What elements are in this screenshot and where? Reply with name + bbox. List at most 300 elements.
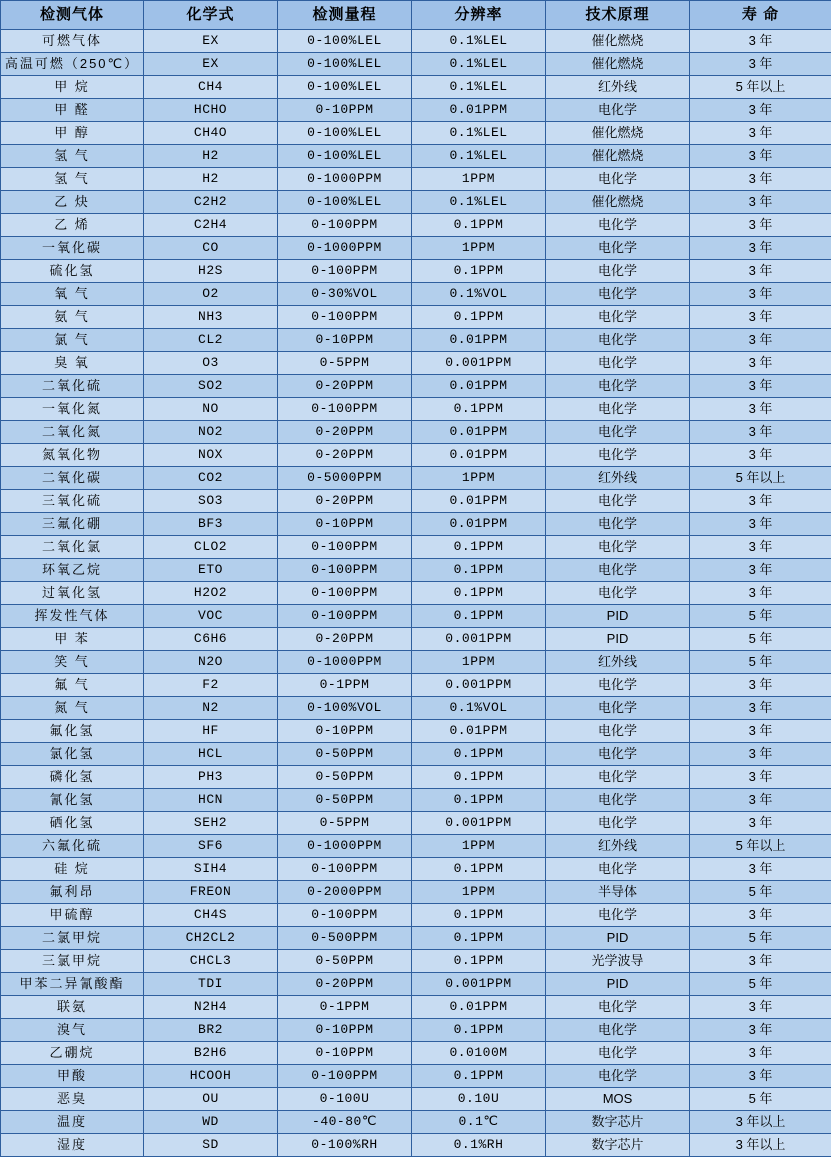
cell-lifetime: 3 年 bbox=[690, 398, 831, 421]
cell-lifetime: 3 年 bbox=[690, 674, 831, 697]
table-row bbox=[1, 1111, 831, 1134]
cell-formula: SD bbox=[144, 1134, 278, 1157]
column-header-gas: 检测气体 bbox=[1, 1, 144, 30]
cell-principle: 电化学 bbox=[546, 789, 690, 812]
cell-gas: 氮 气 bbox=[1, 697, 144, 720]
table-header bbox=[1, 1, 831, 30]
table-row bbox=[1, 398, 831, 421]
cell-principle: MOS bbox=[546, 1088, 690, 1111]
table-row bbox=[1, 122, 831, 145]
cell-lifetime: 3 年以上 bbox=[690, 1111, 831, 1134]
cell-principle: 红外线 bbox=[546, 467, 690, 490]
cell-principle: 电化学 bbox=[546, 582, 690, 605]
table-row bbox=[1, 904, 831, 927]
cell-principle: 电化学 bbox=[546, 237, 690, 260]
cell-gas: 乙 炔 bbox=[1, 191, 144, 214]
table-row bbox=[1, 1042, 831, 1065]
cell-resolution: 0.1PPM bbox=[412, 789, 546, 812]
cell-formula: OU bbox=[144, 1088, 278, 1111]
table-row bbox=[1, 743, 831, 766]
cell-gas: 一氧化碳 bbox=[1, 237, 144, 260]
cell-formula: HF bbox=[144, 720, 278, 743]
cell-lifetime: 3 年 bbox=[690, 237, 831, 260]
table-row bbox=[1, 973, 831, 996]
cell-lifetime: 5 年以上 bbox=[690, 76, 831, 99]
cell-formula: H2S bbox=[144, 260, 278, 283]
cell-resolution: 0.1%LEL bbox=[412, 53, 546, 76]
cell-range: 0-10PPM bbox=[278, 513, 412, 536]
cell-range: 0-100%LEL bbox=[278, 145, 412, 168]
cell-resolution: 0.001PPM bbox=[412, 674, 546, 697]
cell-formula: VOC bbox=[144, 605, 278, 628]
cell-resolution: 0.001PPM bbox=[412, 973, 546, 996]
cell-principle: 电化学 bbox=[546, 168, 690, 191]
cell-gas: 二氧化碳 bbox=[1, 467, 144, 490]
cell-formula: O2 bbox=[144, 283, 278, 306]
cell-lifetime: 5 年 bbox=[690, 1088, 831, 1111]
cell-range: 0-2000PPM bbox=[278, 881, 412, 904]
table-row bbox=[1, 421, 831, 444]
cell-gas: 联氨 bbox=[1, 996, 144, 1019]
table-row bbox=[1, 674, 831, 697]
cell-formula: TDI bbox=[144, 973, 278, 996]
cell-resolution: 0.1PPM bbox=[412, 904, 546, 927]
cell-lifetime: 3 年 bbox=[690, 1042, 831, 1065]
cell-range: 0-100PPM bbox=[278, 858, 412, 881]
cell-formula: WD bbox=[144, 1111, 278, 1134]
cell-formula: ETO bbox=[144, 559, 278, 582]
cell-formula: SF6 bbox=[144, 835, 278, 858]
cell-range: 0-1000PPM bbox=[278, 168, 412, 191]
cell-lifetime: 3 年 bbox=[690, 30, 831, 53]
cell-formula: CH4S bbox=[144, 904, 278, 927]
cell-formula: EX bbox=[144, 53, 278, 76]
cell-resolution: 0.1PPM bbox=[412, 766, 546, 789]
cell-principle: 电化学 bbox=[546, 513, 690, 536]
cell-range: 0-100%RH bbox=[278, 1134, 412, 1157]
cell-principle: 催化燃烧 bbox=[546, 145, 690, 168]
cell-resolution: 0.01PPM bbox=[412, 99, 546, 122]
column-header-lifetime: 寿 命 bbox=[690, 1, 831, 30]
cell-resolution: 0.1PPM bbox=[412, 536, 546, 559]
cell-lifetime: 3 年 bbox=[690, 53, 831, 76]
cell-principle: 电化学 bbox=[546, 536, 690, 559]
cell-lifetime: 3 年 bbox=[690, 766, 831, 789]
cell-gas: 氢 气 bbox=[1, 168, 144, 191]
cell-resolution: 0.001PPM bbox=[412, 628, 546, 651]
cell-resolution: 0.10U bbox=[412, 1088, 546, 1111]
cell-formula: CH2CL2 bbox=[144, 927, 278, 950]
table-row bbox=[1, 467, 831, 490]
cell-gas: 硒化氢 bbox=[1, 812, 144, 835]
cell-gas: 甲硫醇 bbox=[1, 904, 144, 927]
table-row bbox=[1, 1065, 831, 1088]
cell-formula: N2 bbox=[144, 697, 278, 720]
cell-principle: 电化学 bbox=[546, 99, 690, 122]
table-row bbox=[1, 858, 831, 881]
cell-resolution: 0.0100M bbox=[412, 1042, 546, 1065]
cell-resolution: 0.1PPM bbox=[412, 950, 546, 973]
cell-range: 0-1000PPM bbox=[278, 835, 412, 858]
cell-lifetime: 5 年以上 bbox=[690, 835, 831, 858]
cell-gas: 三氧化硫 bbox=[1, 490, 144, 513]
cell-range: 0-100%LEL bbox=[278, 53, 412, 76]
cell-formula: C2H4 bbox=[144, 214, 278, 237]
cell-formula: C2H2 bbox=[144, 191, 278, 214]
cell-resolution: 0.1%LEL bbox=[412, 145, 546, 168]
table-row bbox=[1, 628, 831, 651]
table-row bbox=[1, 1134, 831, 1157]
cell-lifetime: 3 年以上 bbox=[690, 1134, 831, 1157]
cell-principle: 半导体 bbox=[546, 881, 690, 904]
cell-formula: HCHO bbox=[144, 99, 278, 122]
cell-range: 0-100PPM bbox=[278, 306, 412, 329]
table-row bbox=[1, 835, 831, 858]
cell-gas: 二氧化硫 bbox=[1, 375, 144, 398]
cell-principle: 电化学 bbox=[546, 375, 690, 398]
table-row bbox=[1, 697, 831, 720]
cell-range: 0-20PPM bbox=[278, 421, 412, 444]
cell-principle: 红外线 bbox=[546, 76, 690, 99]
cell-resolution: 0.01PPM bbox=[412, 720, 546, 743]
cell-gas: 硫化氢 bbox=[1, 260, 144, 283]
table-row bbox=[1, 76, 831, 99]
cell-lifetime: 3 年 bbox=[690, 513, 831, 536]
cell-formula: FREON bbox=[144, 881, 278, 904]
cell-formula: SEH2 bbox=[144, 812, 278, 835]
cell-formula: HCOOH bbox=[144, 1065, 278, 1088]
cell-resolution: 1PPM bbox=[412, 237, 546, 260]
cell-principle: 电化学 bbox=[546, 720, 690, 743]
cell-resolution: 0.1PPM bbox=[412, 582, 546, 605]
cell-gas: 氮氧化物 bbox=[1, 444, 144, 467]
table-row bbox=[1, 582, 831, 605]
cell-formula: NO bbox=[144, 398, 278, 421]
cell-formula: HCL bbox=[144, 743, 278, 766]
table-row bbox=[1, 145, 831, 168]
cell-range: 0-5PPM bbox=[278, 812, 412, 835]
table-row bbox=[1, 30, 831, 53]
cell-lifetime: 3 年 bbox=[690, 421, 831, 444]
cell-gas: 磷化氢 bbox=[1, 766, 144, 789]
table-row bbox=[1, 260, 831, 283]
cell-formula: BR2 bbox=[144, 1019, 278, 1042]
table-row bbox=[1, 996, 831, 1019]
cell-principle: 电化学 bbox=[546, 352, 690, 375]
column-header-range: 检测量程 bbox=[278, 1, 412, 30]
cell-principle: 电化学 bbox=[546, 697, 690, 720]
cell-formula: NO2 bbox=[144, 421, 278, 444]
cell-resolution: 0.1%LEL bbox=[412, 30, 546, 53]
cell-formula: B2H6 bbox=[144, 1042, 278, 1065]
cell-range: 0-50PPM bbox=[278, 766, 412, 789]
cell-principle: 电化学 bbox=[546, 1019, 690, 1042]
cell-resolution: 0.1℃ bbox=[412, 1111, 546, 1134]
cell-formula: CL2 bbox=[144, 329, 278, 352]
cell-lifetime: 3 年 bbox=[690, 559, 831, 582]
cell-resolution: 0.1%LEL bbox=[412, 76, 546, 99]
cell-principle: 电化学 bbox=[546, 904, 690, 927]
cell-gas: 乙 烯 bbox=[1, 214, 144, 237]
cell-lifetime: 3 年 bbox=[690, 260, 831, 283]
cell-principle: 催化燃烧 bbox=[546, 30, 690, 53]
cell-gas: 乙硼烷 bbox=[1, 1042, 144, 1065]
cell-principle: 电化学 bbox=[546, 260, 690, 283]
table-row bbox=[1, 444, 831, 467]
cell-formula: O3 bbox=[144, 352, 278, 375]
cell-range: 0-10PPM bbox=[278, 1042, 412, 1065]
cell-principle: 数字芯片 bbox=[546, 1134, 690, 1157]
cell-gas: 挥发性气体 bbox=[1, 605, 144, 628]
cell-range: 0-100%VOL bbox=[278, 697, 412, 720]
cell-range: 0-30%VOL bbox=[278, 283, 412, 306]
cell-formula: F2 bbox=[144, 674, 278, 697]
cell-principle: 电化学 bbox=[546, 996, 690, 1019]
cell-range: 0-10PPM bbox=[278, 329, 412, 352]
cell-resolution: 0.1PPM bbox=[412, 927, 546, 950]
cell-gas: 湿度 bbox=[1, 1134, 144, 1157]
cell-lifetime: 3 年 bbox=[690, 697, 831, 720]
cell-principle: 电化学 bbox=[546, 490, 690, 513]
cell-principle: PID bbox=[546, 973, 690, 996]
cell-gas: 氰化氢 bbox=[1, 789, 144, 812]
cell-range: 0-20PPM bbox=[278, 375, 412, 398]
cell-lifetime: 3 年 bbox=[690, 950, 831, 973]
cell-lifetime: 3 年 bbox=[690, 743, 831, 766]
cell-principle: 电化学 bbox=[546, 674, 690, 697]
cell-principle: 电化学 bbox=[546, 421, 690, 444]
cell-lifetime: 3 年 bbox=[690, 720, 831, 743]
column-header-formula: 化学式 bbox=[144, 1, 278, 30]
cell-principle: 催化燃烧 bbox=[546, 191, 690, 214]
cell-range: 0-5PPM bbox=[278, 352, 412, 375]
cell-range: 0-100%LEL bbox=[278, 30, 412, 53]
cell-range: 0-100PPM bbox=[278, 605, 412, 628]
cell-principle: 红外线 bbox=[546, 651, 690, 674]
cell-resolution: 0.1PPM bbox=[412, 1065, 546, 1088]
cell-formula: CLO2 bbox=[144, 536, 278, 559]
cell-gas: 温度 bbox=[1, 1111, 144, 1134]
column-header-resolution: 分辨率 bbox=[412, 1, 546, 30]
cell-formula: CH4 bbox=[144, 76, 278, 99]
cell-lifetime: 3 年 bbox=[690, 283, 831, 306]
cell-lifetime: 5 年 bbox=[690, 973, 831, 996]
table-row bbox=[1, 283, 831, 306]
cell-resolution: 0.01PPM bbox=[412, 996, 546, 1019]
cell-formula: SIH4 bbox=[144, 858, 278, 881]
cell-lifetime: 3 年 bbox=[690, 858, 831, 881]
cell-formula: SO3 bbox=[144, 490, 278, 513]
cell-range: 0-50PPM bbox=[278, 789, 412, 812]
cell-resolution: 0.1%LEL bbox=[412, 122, 546, 145]
cell-principle: 电化学 bbox=[546, 214, 690, 237]
cell-gas: 二氧化氮 bbox=[1, 421, 144, 444]
cell-resolution: 0.1PPM bbox=[412, 306, 546, 329]
cell-formula: SO2 bbox=[144, 375, 278, 398]
cell-lifetime: 3 年 bbox=[690, 444, 831, 467]
cell-formula: CH4O bbox=[144, 122, 278, 145]
cell-formula: NOX bbox=[144, 444, 278, 467]
cell-gas: 可燃气体 bbox=[1, 30, 144, 53]
table-row bbox=[1, 927, 831, 950]
cell-range: -40-80℃ bbox=[278, 1111, 412, 1134]
cell-resolution: 0.01PPM bbox=[412, 513, 546, 536]
cell-gas: 甲 醛 bbox=[1, 99, 144, 122]
cell-lifetime: 3 年 bbox=[690, 812, 831, 835]
cell-principle: 电化学 bbox=[546, 858, 690, 881]
cell-formula: NH3 bbox=[144, 306, 278, 329]
cell-gas: 氢 气 bbox=[1, 145, 144, 168]
cell-lifetime: 3 年 bbox=[690, 329, 831, 352]
cell-formula: CHCL3 bbox=[144, 950, 278, 973]
cell-lifetime: 5 年以上 bbox=[690, 467, 831, 490]
cell-gas: 氯化氢 bbox=[1, 743, 144, 766]
cell-lifetime: 3 年 bbox=[690, 99, 831, 122]
cell-gas: 六氟化硫 bbox=[1, 835, 144, 858]
cell-principle: 电化学 bbox=[546, 306, 690, 329]
cell-formula: CO2 bbox=[144, 467, 278, 490]
table-row bbox=[1, 53, 831, 76]
cell-range: 0-1000PPM bbox=[278, 237, 412, 260]
cell-principle: 电化学 bbox=[546, 329, 690, 352]
cell-gas: 氯 气 bbox=[1, 329, 144, 352]
cell-resolution: 0.01PPM bbox=[412, 375, 546, 398]
cell-lifetime: 3 年 bbox=[690, 789, 831, 812]
cell-formula: H2 bbox=[144, 168, 278, 191]
cell-lifetime: 3 年 bbox=[690, 1065, 831, 1088]
table-row bbox=[1, 214, 831, 237]
cell-resolution: 0.01PPM bbox=[412, 421, 546, 444]
cell-range: 0-20PPM bbox=[278, 444, 412, 467]
cell-gas: 甲 醇 bbox=[1, 122, 144, 145]
cell-resolution: 0.1PPM bbox=[412, 260, 546, 283]
cell-principle: 电化学 bbox=[546, 766, 690, 789]
cell-gas: 过氧化氢 bbox=[1, 582, 144, 605]
cell-principle: 电化学 bbox=[546, 1042, 690, 1065]
cell-principle: 电化学 bbox=[546, 283, 690, 306]
cell-principle: 催化燃烧 bbox=[546, 53, 690, 76]
cell-principle: PID bbox=[546, 628, 690, 651]
cell-resolution: 0.01PPM bbox=[412, 490, 546, 513]
table-row bbox=[1, 1019, 831, 1042]
table-row bbox=[1, 352, 831, 375]
table-row bbox=[1, 789, 831, 812]
cell-formula: N2H4 bbox=[144, 996, 278, 1019]
table-row bbox=[1, 881, 831, 904]
cell-formula: N2O bbox=[144, 651, 278, 674]
cell-range: 0-1000PPM bbox=[278, 651, 412, 674]
cell-range: 0-50PPM bbox=[278, 950, 412, 973]
cell-range: 0-100U bbox=[278, 1088, 412, 1111]
table-row bbox=[1, 720, 831, 743]
cell-formula: PH3 bbox=[144, 766, 278, 789]
cell-gas: 氧 气 bbox=[1, 283, 144, 306]
cell-range: 0-1PPM bbox=[278, 996, 412, 1019]
cell-gas: 环氧乙烷 bbox=[1, 559, 144, 582]
cell-range: 0-20PPM bbox=[278, 490, 412, 513]
cell-range: 0-5000PPM bbox=[278, 467, 412, 490]
cell-principle: 催化燃烧 bbox=[546, 122, 690, 145]
cell-lifetime: 5 年 bbox=[690, 628, 831, 651]
cell-range: 0-50PPM bbox=[278, 743, 412, 766]
cell-lifetime: 5 年 bbox=[690, 605, 831, 628]
cell-resolution: 1PPM bbox=[412, 835, 546, 858]
cell-gas: 甲苯二异氰酸酯 bbox=[1, 973, 144, 996]
cell-lifetime: 3 年 bbox=[690, 168, 831, 191]
cell-resolution: 0.001PPM bbox=[412, 812, 546, 835]
cell-gas: 高温可燃（250℃） bbox=[1, 53, 144, 76]
table-row bbox=[1, 536, 831, 559]
cell-gas: 三氟化硼 bbox=[1, 513, 144, 536]
cell-lifetime: 5 年 bbox=[690, 881, 831, 904]
cell-range: 0-100PPM bbox=[278, 398, 412, 421]
cell-gas: 甲酸 bbox=[1, 1065, 144, 1088]
cell-lifetime: 3 年 bbox=[690, 214, 831, 237]
cell-resolution: 0.1%LEL bbox=[412, 191, 546, 214]
cell-range: 0-100%LEL bbox=[278, 76, 412, 99]
cell-range: 0-10PPM bbox=[278, 1019, 412, 1042]
cell-resolution: 0.01PPM bbox=[412, 444, 546, 467]
cell-lifetime: 3 年 bbox=[690, 904, 831, 927]
table-row bbox=[1, 950, 831, 973]
table-row bbox=[1, 812, 831, 835]
table-row bbox=[1, 99, 831, 122]
cell-range: 0-100PPM bbox=[278, 904, 412, 927]
cell-principle: 电化学 bbox=[546, 812, 690, 835]
cell-gas: 氟 气 bbox=[1, 674, 144, 697]
cell-lifetime: 3 年 bbox=[690, 122, 831, 145]
cell-formula: H2O2 bbox=[144, 582, 278, 605]
table-row bbox=[1, 605, 831, 628]
cell-resolution: 1PPM bbox=[412, 467, 546, 490]
cell-formula: CO bbox=[144, 237, 278, 260]
cell-lifetime: 3 年 bbox=[690, 375, 831, 398]
table-row bbox=[1, 559, 831, 582]
cell-resolution: 0.1PPM bbox=[412, 605, 546, 628]
cell-range: 0-500PPM bbox=[278, 927, 412, 950]
cell-resolution: 1PPM bbox=[412, 881, 546, 904]
cell-gas: 硅 烷 bbox=[1, 858, 144, 881]
cell-range: 0-20PPM bbox=[278, 973, 412, 996]
cell-range: 0-1PPM bbox=[278, 674, 412, 697]
cell-lifetime: 3 年 bbox=[690, 191, 831, 214]
cell-principle: 电化学 bbox=[546, 398, 690, 421]
cell-range: 0-100PPM bbox=[278, 1065, 412, 1088]
cell-range: 0-100PPM bbox=[278, 582, 412, 605]
cell-resolution: 0.1PPM bbox=[412, 559, 546, 582]
cell-lifetime: 3 年 bbox=[690, 996, 831, 1019]
cell-formula: C6H6 bbox=[144, 628, 278, 651]
cell-resolution: 0.01PPM bbox=[412, 329, 546, 352]
table-row bbox=[1, 191, 831, 214]
cell-resolution: 0.1%RH bbox=[412, 1134, 546, 1157]
table-row bbox=[1, 1088, 831, 1111]
table-row bbox=[1, 237, 831, 260]
cell-lifetime: 3 年 bbox=[690, 306, 831, 329]
table-row bbox=[1, 766, 831, 789]
table-row bbox=[1, 651, 831, 674]
column-header-principle: 技术原理 bbox=[546, 1, 690, 30]
cell-formula: EX bbox=[144, 30, 278, 53]
cell-gas: 恶臭 bbox=[1, 1088, 144, 1111]
cell-range: 0-100PPM bbox=[278, 260, 412, 283]
cell-lifetime: 5 年 bbox=[690, 927, 831, 950]
cell-lifetime: 3 年 bbox=[690, 582, 831, 605]
cell-principle: 电化学 bbox=[546, 1065, 690, 1088]
cell-principle: 红外线 bbox=[546, 835, 690, 858]
cell-principle: 数字芯片 bbox=[546, 1111, 690, 1134]
cell-resolution: 0.1PPM bbox=[412, 858, 546, 881]
